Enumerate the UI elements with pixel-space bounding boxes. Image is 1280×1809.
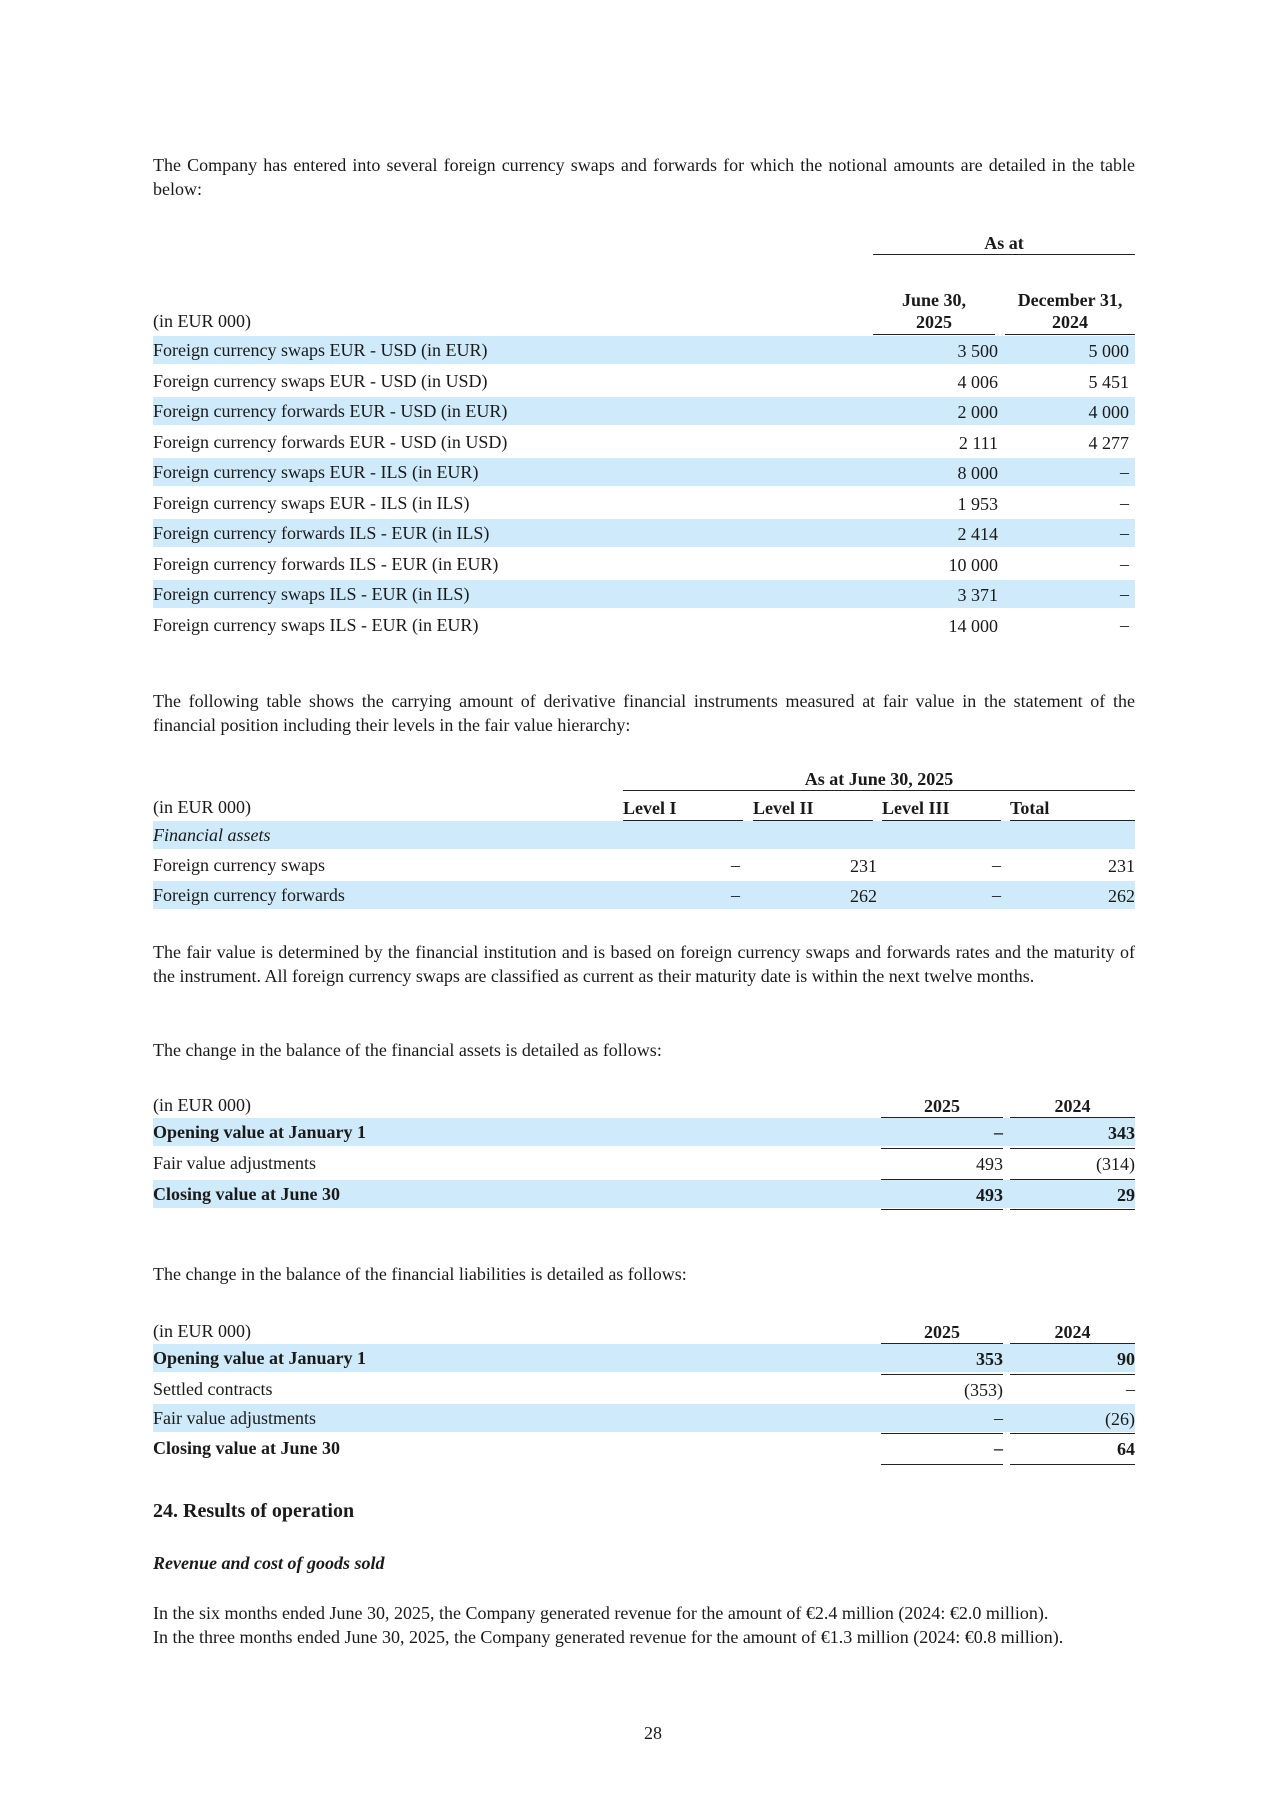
table1-col2-rule [1005,334,1135,335]
table1-row: Foreign currency forwards ILS - EUR (in EUR) 10 000 – [153,554,1129,575]
table1-row: Foreign currency swaps EUR - USD (in USD) 4 006 5 451 [153,371,1129,392]
table1-row: Foreign currency forwards ILS - EUR (in ILS) 2 414 – [153,519,1135,547]
table1-row: Foreign currency swaps ILS - EUR (in EUR) 14 000 – [153,615,1129,636]
table1-row: Foreign currency swaps ILS - EUR (in ILS) 3 371 – [153,580,1135,608]
table4-rule [1010,1464,1135,1465]
page-number: 28 [644,1723,662,1743]
table3-row-closing: Closing value at June 30 493 29 [153,1180,1135,1208]
table4-row-opening: Opening value at January 1 353 90 [153,1344,1135,1372]
table2-row: Foreign currency swaps – 231 – 231 [153,855,1135,876]
table2-section-row: Financial assets [153,821,1135,849]
table3-unit-label: (in EUR 000) [153,1095,251,1115]
intro-paragraph-liabilities: The change in the balance of the financial liabilities is detailed as follows: [153,1264,687,1284]
revenue-paragraph-line1: In the six months ended June 30, 2025, the Company generated revenue for the amount of €2.4 million (2024: €2.0 million). [153,1603,1049,1623]
table2-group-rule [623,790,1135,791]
table1-group-rule [873,254,1135,255]
table2-col-level2: Level II [753,798,814,818]
table4-row-closing: Closing value at June 30 – 64 [153,1438,1135,1459]
table3-rule [881,1209,1003,1210]
intro-paragraph-swaps: The Company has entered into several foreign currency swaps and forwards for which the notional amounts are detailed in the table below: [153,155,1135,199]
table2-col-level1: Level I [623,798,677,818]
document-page [153,0,1135,1809]
table1-unit-label: (in EUR 000) [153,311,251,331]
table4-row-adjustments: Fair value adjustments – (26) [153,1404,1135,1432]
table3-row-adjustments: Fair value adjustments 493 (314) [153,1153,1135,1174]
table4-col-2025: 2025 [924,1322,960,1342]
table1-col1-rule [873,334,995,335]
table1-row: Foreign currency forwards EUR - USD (in EUR) 2 000 4 000 [153,397,1135,425]
table2-unit-label: (in EUR 000) [153,797,251,817]
table4-rule [881,1464,1003,1465]
table3-col-2024: 2024 [1054,1096,1091,1116]
table2-col-level3: Level III [882,798,950,818]
table4-row-settled: Settled contracts (353) – [153,1379,1135,1400]
table1-group-header: As at [984,233,1024,253]
table2-row: Foreign currency forwards – 262 – 262 [153,881,1135,909]
section-title: 24. Results of operation [153,1500,355,1522]
table1-col-2025: June 30, 2025 [901,290,966,332]
table1-col-2024: December 31, 2024 [1017,290,1123,332]
table4-col-2024: 2024 [1054,1322,1091,1342]
table1-row: Foreign currency swaps EUR - ILS (in ILS) 1 953 – [153,493,1129,514]
table1-row: Foreign currency forwards EUR - USD (in USD) 2 111 4 277 [153,432,1129,453]
intro-paragraph-assets: The change in the balance of the financial assets is detailed as follows: [153,1040,662,1060]
table2-col-total: Total [1010,798,1050,818]
table3-row-opening: Opening value at January 1 – 343 [153,1118,1135,1146]
subsection-title: Revenue and cost of goods sold [153,1553,385,1573]
revenue-paragraph-line2: In the three months ended June 30, 2025, the Company generated revenue for the amount of €1.3 million (2024: €0.8 million). [153,1627,1064,1647]
table4-unit-label: (in EUR 000) [153,1321,251,1341]
table3-col-2025: 2025 [924,1096,960,1116]
table1-row: Foreign currency swaps EUR - USD (in EUR) 3 500 5 000 [153,336,1135,364]
table1-row: Foreign currency swaps EUR - ILS (in EUR) 8 000 – [153,458,1135,486]
table3-rule [1010,1209,1135,1210]
fair-value-explanation-paragraph: The fair value is determined by the financial institution and is based on foreign currency swaps and forwards rates and the maturity of the instrument. All foreign currency swaps are classified as current as their maturity date is within the next twelve months. [153,942,1135,986]
table2-group-header: As at June 30, 2025 [804,769,954,789]
intro-paragraph-fair-value: The following table shows the carrying amount of derivative financial instruments measured at fair value in the statement of the financial position including their levels in the fair value hierarchy: [153,691,1135,735]
